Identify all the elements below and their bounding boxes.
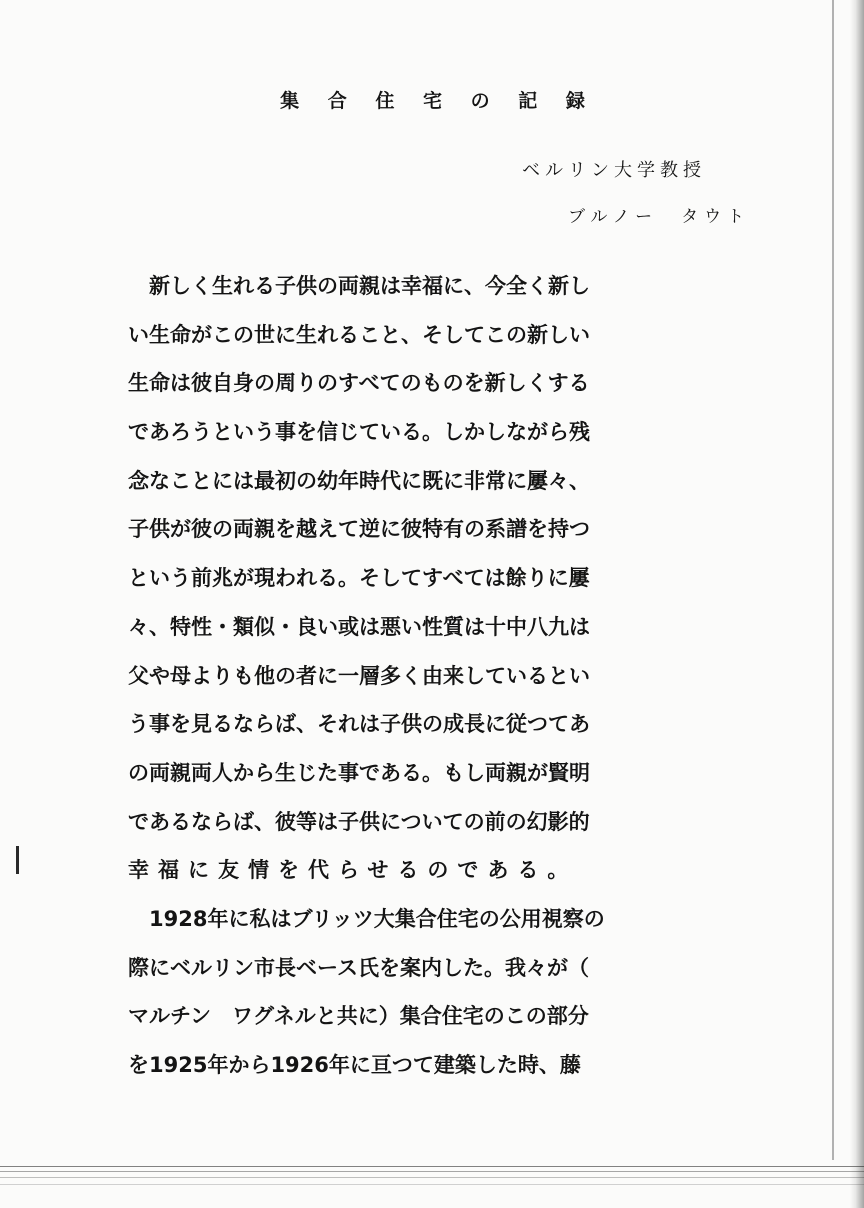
document-title: 集 合 住 宅 の 記 録 [280,90,596,112]
text-line: い生命がこの世に生れること、そしてこの新しい [128,322,590,347]
text-line: 1928年に私はブリッツ大集合住宅の公用視察の [128,906,605,931]
text-line: う事を見るならば、それは子供の成長に従つてあ [128,712,590,737]
body-text [128,266,788,1094]
text-line: という前兆が現われる。そしてすべては餘りに屢 [128,566,590,591]
text-line: 々、特性・類似・良い或は悪い性質は十中八九は [128,614,590,639]
text-line: であるならば、彼等は子供についての前の幻影的 [128,809,590,834]
text-line: 念なことには最初の幼年時代に既に非常に屢々、 [128,468,590,493]
text-line: であろうという事を信じている。しかしながら残 [128,420,590,445]
author-affiliation: ベルリン大学教授 [522,160,706,181]
author-name: ブルノー タウト [568,207,751,227]
text-line: の両親両人から生じた事である。もし両親が賢明 [128,760,590,785]
text-line: マルチン ワグネルと共に）集合住宅のこの部分 [128,1004,589,1029]
text-line: 父や母よりも他の者に一層多く由来しているとい [128,663,590,688]
text-line: 生命は彼自身の周りのすべてのものを新しくする [128,371,590,396]
text-line: 幸福に友情を代らせるのである。 [128,858,578,883]
text-line: 際にベルリン市長ベース氏を案内した。我々が（ [128,955,589,980]
text-line: 新しく生れる子供の両親は幸福に、今全く新し [128,274,590,298]
page-edge-line [832,0,834,1160]
margin-mark [16,846,19,874]
text-line: 子供が彼の両親を越えて逆に彼特有の系譜を持つ [128,517,590,542]
stacked-sheets-edge [0,1160,864,1208]
page-edge-shadow [850,0,864,1208]
text-line: を1925年から1926年に亘つて建築した時、藤 [128,1053,581,1077]
